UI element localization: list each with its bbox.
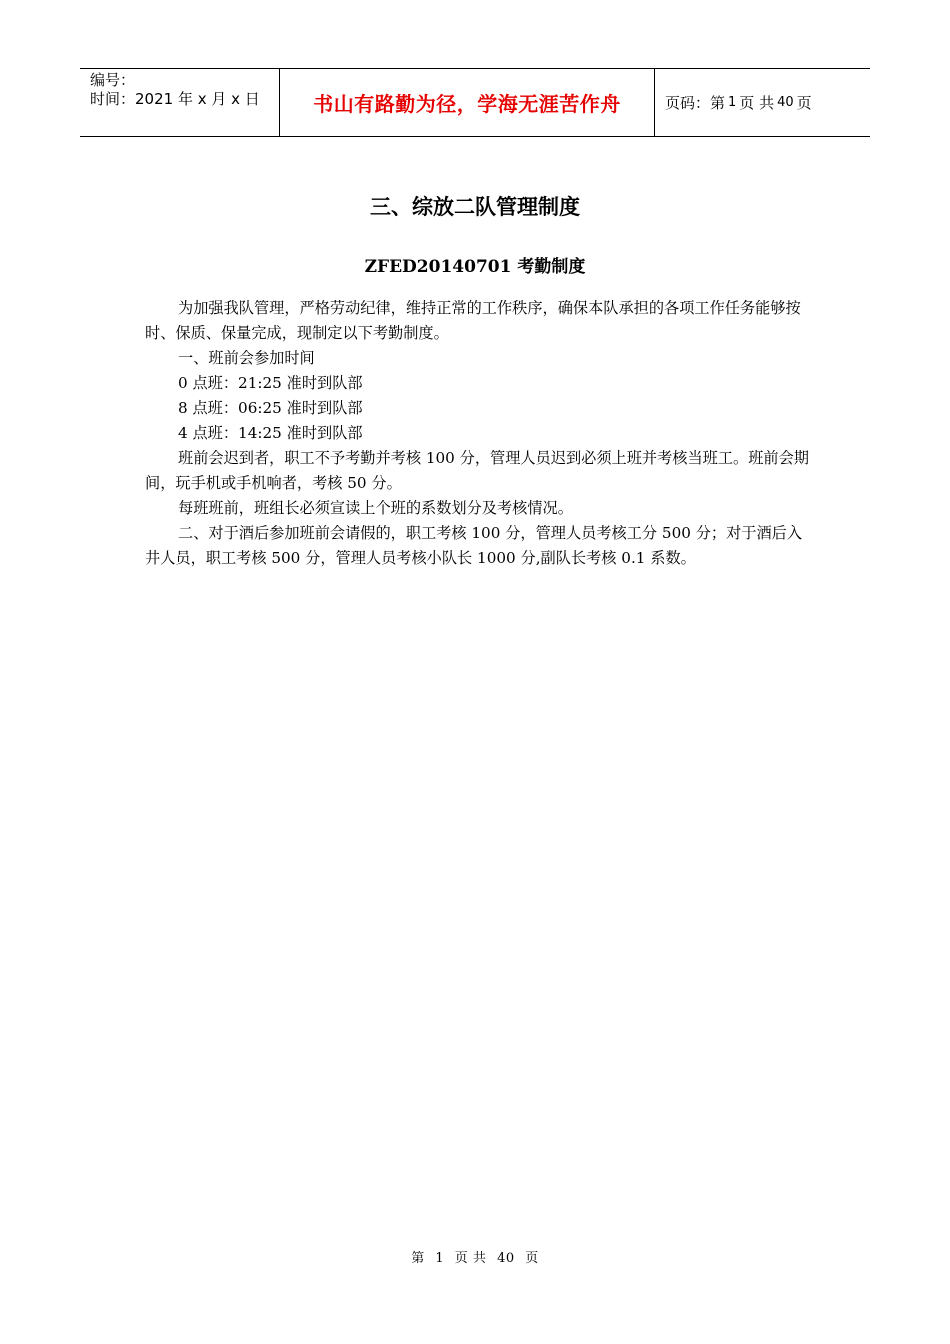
page-header xyxy=(80,68,870,137)
footer-prefix: 第 xyxy=(411,1251,425,1266)
header-motto: 书山有路勤为径，学海无涯苦作舟 xyxy=(280,69,655,136)
header-page-total: 40 xyxy=(777,95,794,110)
document-title: 三、综放二队管理制度 xyxy=(370,195,580,219)
page-footer xyxy=(0,1247,950,1266)
document-time-label: 时间：2021 年 x 月 x 日 xyxy=(90,90,260,108)
footer-mid: 页 共 xyxy=(454,1251,487,1266)
paragraph: 4 点班：14:25 准时到队部 xyxy=(178,424,363,442)
paragraph: 一、班前会参加时间 xyxy=(178,349,315,367)
header-page-mid: 页 共 xyxy=(739,94,775,112)
header-page-current: 1 xyxy=(728,95,737,110)
paragraph: 每班班前，班组长必须宣读上个班的系数划分及考核情况。 xyxy=(178,499,573,517)
paragraph: 为加强我队管理，严格劳动纪律，维持正常的工作秩序，确保本队承担的各项工作任务能够按时、保质、保量完成，现制定以下考勤制度。 xyxy=(145,299,801,342)
paragraph: 8 点班：06:25 准时到队部 xyxy=(178,399,363,417)
header-page-prefix: 页码：第 xyxy=(665,94,726,112)
document-body xyxy=(145,296,810,571)
paragraph: 班前会迟到者，职工不予考勤并考核 100 分，管理人员迟到必须上班并考核当班工。班前会期间，玩手机或手机响者，考核 50 分。 xyxy=(145,449,809,492)
paragraph: 二、对于酒后参加班前会请假的，职工考核 100 分，管理人员考核工分 500 分；对于酒后入井人员，职工考核 500 分，管理人员考核小队长 1000 分,副队长考核 0.1 系数。 xyxy=(145,524,803,567)
paragraph: 0 点班：21:25 准时到队部 xyxy=(178,374,363,392)
header-page-suffix: 页 xyxy=(796,94,812,112)
footer-page-current: 1 xyxy=(435,1251,445,1266)
footer-page-total: 40 xyxy=(497,1251,515,1266)
header-meta xyxy=(80,69,280,136)
footer-suffix: 页 xyxy=(525,1251,539,1266)
document-number-label: 编号： xyxy=(90,71,136,89)
header-page-info xyxy=(655,69,870,136)
document-subtitle: ZFED20140701 考勤制度 xyxy=(364,257,586,277)
